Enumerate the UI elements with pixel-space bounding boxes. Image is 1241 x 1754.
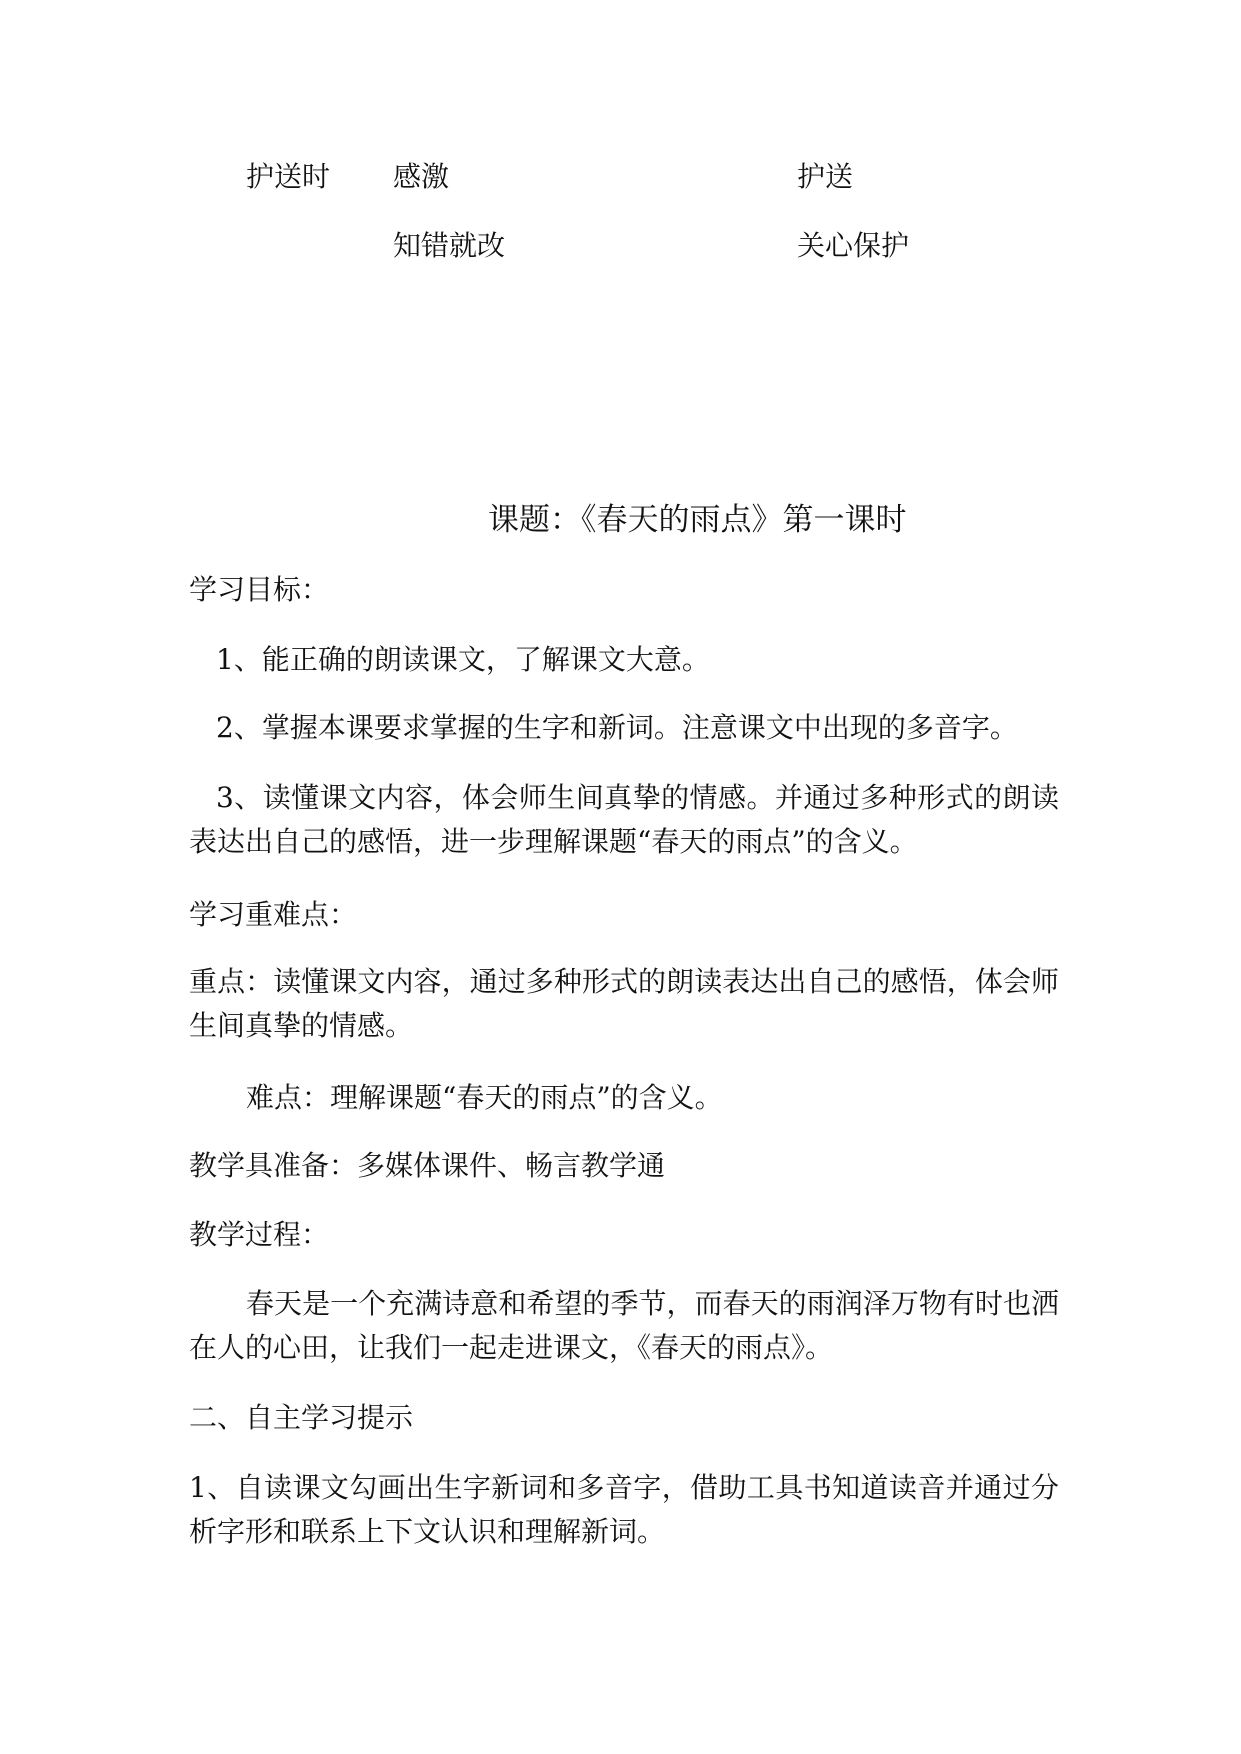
process-heading: 教学过程： xyxy=(189,1218,330,1251)
intro-paragraph: 春天是一个充满诗意和希望的季节，而春天的雨润泽万物有时也洒在人的心田，让我们一起走进课文，《春天的雨点》。 xyxy=(189,1287,1059,1364)
objective-item-3: 3、读懂课文内容，体会师生间真挚的情感。并通过多种形式的朗读表达出自己的感悟，进一步理解课题“春天的雨点”的含义。 xyxy=(189,781,1059,858)
table-cell-row2-col2: 知错就改 xyxy=(393,229,506,262)
key-point-text: 重点：读懂课文内容，通过多种形式的朗读表达出自己的感悟，体会师生间真挚的情感。 xyxy=(189,965,1059,1042)
materials-text: 教学具准备：多媒体课件、畅言教学通 xyxy=(189,1149,666,1182)
table-cell-row2-col3: 关心保护 xyxy=(797,229,910,262)
section2-heading: 二、自主学习提示 xyxy=(189,1401,414,1434)
objective-item-2: 2、掌握本课要求掌握的生字和新词。注意课文中出现的多音字。 xyxy=(216,711,1018,744)
lesson-title: 课题：《春天的雨点》第一课时 xyxy=(488,502,907,538)
objective-item-1: 1、能正确的朗读课文，了解课文大意。 xyxy=(216,643,710,676)
table-cell-row1-col3: 护送 xyxy=(797,160,854,193)
table-cell-row1-col1: 护送时 xyxy=(246,160,331,193)
difficult-point-text: 难点：理解课题“春天的雨点”的含义。 xyxy=(246,1081,723,1114)
objectives-heading: 学习目标： xyxy=(189,573,330,606)
key-points-heading: 学习重难点： xyxy=(189,898,358,931)
section2-item-1: 1、自读课文勾画出生字新词和多音字，借助工具书知道读音并通过分析字形和联系上下文认识和理解新词。 xyxy=(189,1471,1059,1548)
table-cell-row1-col2: 感激 xyxy=(393,160,450,193)
